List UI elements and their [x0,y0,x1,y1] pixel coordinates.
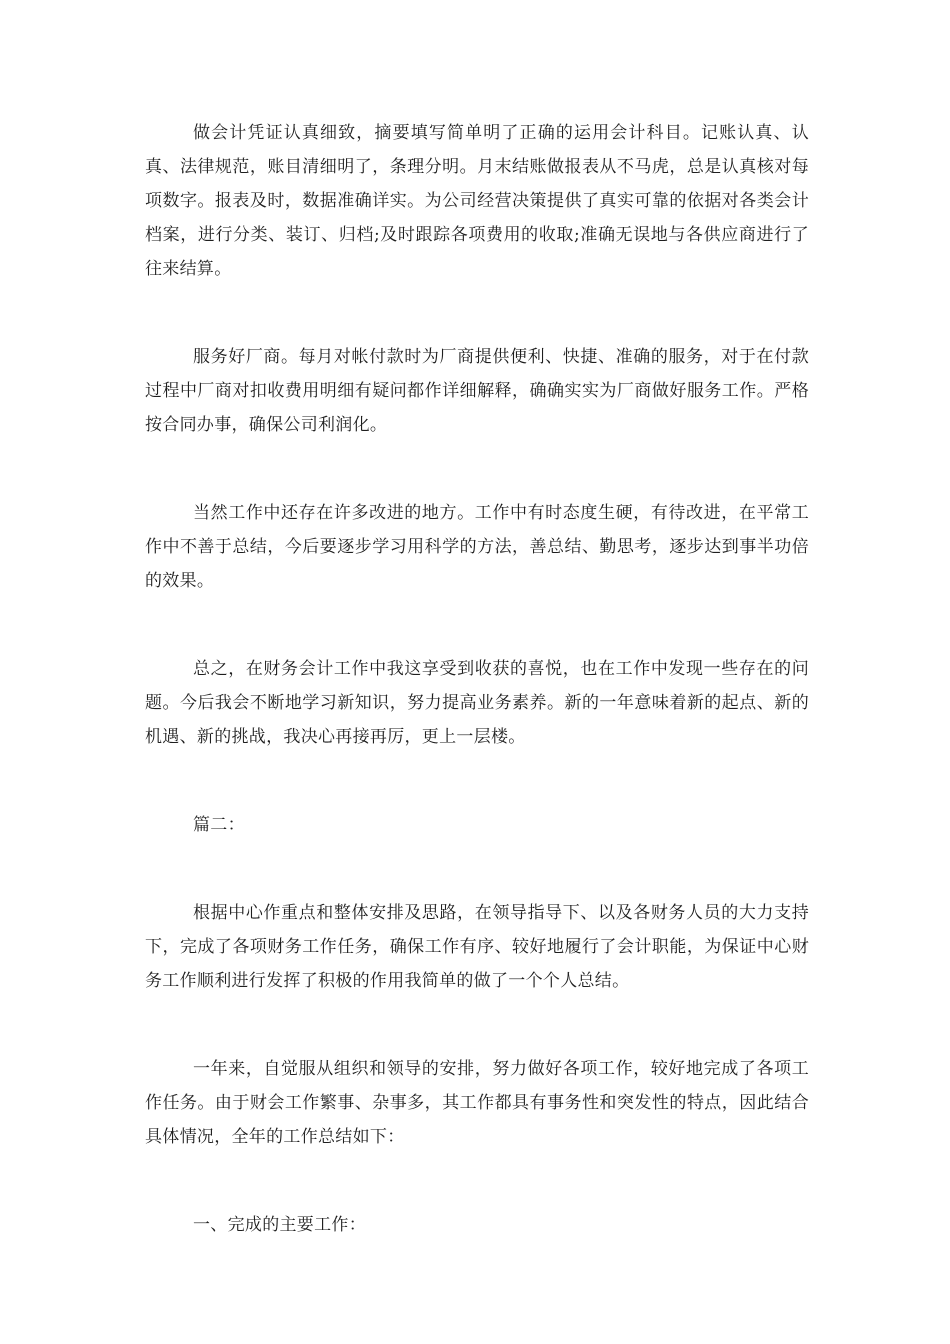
document-body [145,116,809,1296]
paragraph-center-support: 根据中心作重点和整体安排及思路，在领导指导下、以及各财务人员的大力支持下，完成了各项财务工作任务，确保工作有序、较好地履行了会计职能，为保证中心财务工作顺利进行发挥了积极的作用我简单的做了一个个人总结。 [145,903,809,991]
paragraph-conclusion: 总之，在财务会计工作中我这享受到收获的喜悦，也在工作中发现一些存在的问题。今后我会不断地学习新知识，努力提高业务素养。新的一年意味着新的起点、新的机遇、新的挑战，我决心再接再厉，更上一层楼。 [145,659,809,747]
paragraph-accounting-vouchers: 做会计凭证认真细致，摘要填写简单明了正确的运用会计科目。记账认真、认真、法律规范，账目清细明了，条理分明。月末结账做报表从不马虎，总是认真核对每项数字。报表及时，数据准确详实。为公司经营决策提供了真实可靠的依据对各类会计档案，进行分类、装订、归档;及时跟踪各项费用的收取;准确无误地与各供应商进行了往来结算。 [145,123,809,279]
section-label: 篇二： [193,815,245,835]
subheading-main-work: 一、完成的主要工作： [193,1215,366,1235]
paragraph-improvements: 当然工作中还存在许多改进的地方。工作中有时态度生硬，有待改进，在平常工作中不善于总结，今后要逐步学习用科学的方法，善总结、勤思考，逐步达到事半功倍的效果。 [145,503,809,591]
paragraph-year-summary: 一年来，自觉服从组织和领导的安排，努力做好各项工作，较好地完成了各项工作任务。由于财会工作繁事、杂事多，其工作都具有事务性和突发性的特点，因此结合具体情况，全年的工作总结如下： [145,1059,809,1147]
paragraph-serve-vendors: 服务好厂商。每月对帐付款时为厂商提供便利、快捷、准确的服务，对于在付款过程中厂商对扣收费用明细有疑问都作详细解释，确确实实为厂商做好服务工作。严格按合同办事，确保公司利润化。 [145,347,809,435]
